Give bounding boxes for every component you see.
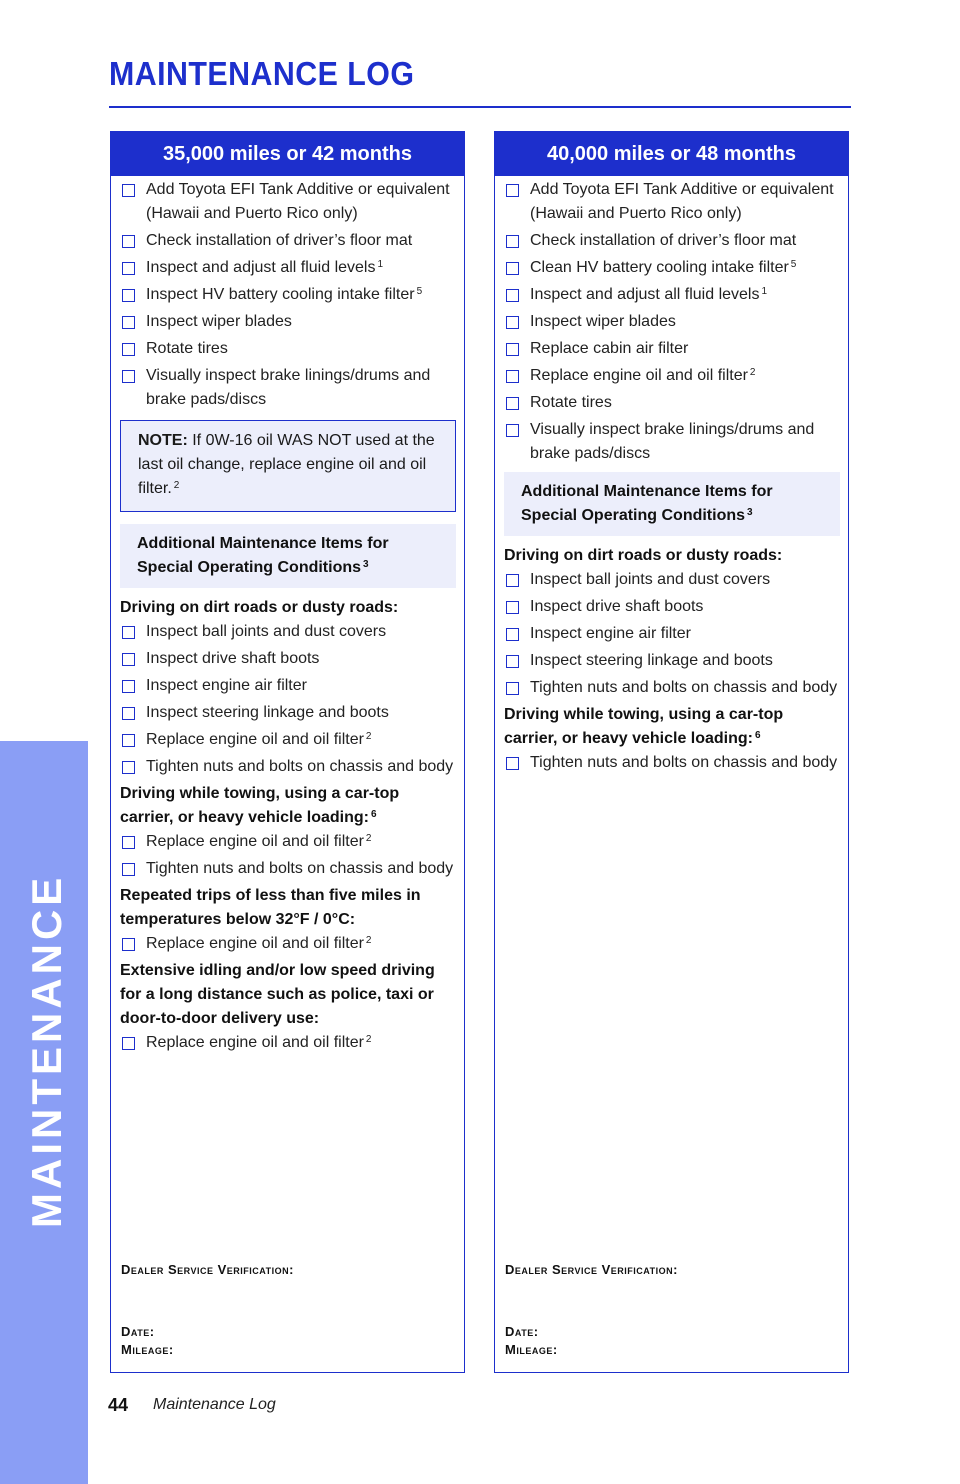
checklist [504,178,840,466]
column-header: 35,000 miles or 42 months [111,132,464,176]
item-label: Inspect engine air filter [530,625,691,642]
checkbox[interactable] [122,761,135,774]
checklist-item-text [146,932,456,956]
checklist-item-text [146,857,456,881]
checklist-item [504,568,840,592]
date-label: Date: [505,1324,539,1339]
condition-heading-text: Extensive idling and/or low speed driving for a long distance such as police, taxi or door-to-door delivery use: [120,962,435,1027]
oil-note-box [120,420,456,512]
condition-heading [504,703,840,751]
item-label: Add Toyota EFI Tank Additive or equivalent (Hawaii and Puerto Rico only) [146,181,450,222]
checkbox[interactable] [506,262,519,275]
item-label: Replace engine oil and oil filter [146,935,364,952]
checklist-item [120,178,456,226]
checklist-item-text [530,568,840,592]
checkbox[interactable] [122,836,135,849]
column-body [111,176,464,1055]
item-label: Clean HV battery cooling intake filter [530,259,789,276]
checklist-item [504,418,840,466]
column-body [495,176,848,775]
interval-40000-column [494,131,849,1373]
item-label: Rotate tires [530,394,612,411]
date-label: Date: [121,1324,155,1339]
item-label: Visually inspect brake linings/drums and brake pads/discs [146,367,431,408]
checklist-item-text [530,178,840,226]
checkbox[interactable] [122,680,135,693]
checklist-item-text [146,701,456,725]
checklist-item [120,701,456,725]
item-label: Inspect wiper blades [146,313,292,330]
item-label: Visually inspect brake linings/drums and brake pads/discs [530,421,815,462]
checklist-item-text [530,676,840,700]
checklist-item [120,337,456,361]
checklist-item [120,256,456,280]
note-footnote: 2 [173,480,180,491]
checklist-item-text [530,751,840,775]
footnote-marker: 6 [371,809,377,820]
checkbox[interactable] [506,184,519,197]
note-label: NOTE: [138,432,188,449]
checkbox[interactable] [122,734,135,747]
checklist-item [120,229,456,253]
condition-heading-text: Driving on dirt roads or dusty roads: [120,599,399,616]
item-label: Inspect steering linkage and boots [146,704,389,721]
checklist-item-text [530,364,840,388]
checklist-item [120,755,456,779]
checklist-item [504,283,840,307]
item-label: Replace cabin air filter [530,340,689,357]
checkbox[interactable] [122,262,135,275]
item-label: Tighten nuts and bolts on chassis and body [530,679,838,696]
checklist-item [120,364,456,412]
checklist-item [120,1031,456,1055]
checklist-item [504,310,840,334]
item-label: Inspect and adjust all fluid levels [530,286,760,303]
additional-items-footnote: 3 [747,507,753,518]
checklist-item [504,178,840,226]
checkbox[interactable] [122,316,135,329]
item-label: Inspect and adjust all fluid levels [146,259,376,276]
checkbox[interactable] [506,682,519,695]
condition-heading-text: Driving while towing, using a car-top carrier, or heavy vehicle loading: [504,706,784,747]
checklist-item-text [146,674,456,698]
item-label: Inspect drive shaft boots [530,598,704,615]
page-title: MAINTENANCE LOG [109,55,415,92]
checklist-item-text [530,256,840,280]
checklist-item-text [530,391,840,415]
footnote-marker: 2 [365,731,372,742]
item-label: Check installation of driver’s floor mat [146,232,413,249]
footer-section-label: Maintenance Log [153,1396,276,1413]
footnote-marker: 6 [755,730,761,741]
checklist-item [504,622,840,646]
checklist-item [120,857,456,881]
checklist-item-text [530,337,840,361]
checkbox[interactable] [122,370,135,383]
footnote-marker: 2 [365,1034,372,1045]
footnote-marker: 5 [416,286,423,297]
footnote-marker: 2 [749,367,756,378]
footnote-marker: 1 [377,259,384,270]
condition-heading [120,782,456,830]
checklist-item [120,647,456,671]
checkbox[interactable] [506,289,519,302]
checklist-item [504,337,840,361]
item-label: Inspect steering linkage and boots [530,652,773,669]
dealer-verification-label: Dealer Service Verification: [121,1262,294,1277]
footnote-marker: 5 [790,259,797,270]
checklist-item-text [530,283,840,307]
mileage-label: Mileage: [121,1342,174,1357]
dealer-verification-label: Dealer Service Verification: [505,1262,678,1277]
checklist-item-text [146,337,456,361]
item-label: Tighten nuts and bolts on chassis and body [146,860,454,877]
checkbox[interactable] [506,235,519,248]
condition-heading [120,596,456,620]
checkbox[interactable] [506,757,519,770]
page-number: 44 [108,1395,129,1415]
checkbox[interactable] [122,863,135,876]
checkbox[interactable] [122,707,135,720]
checklist-item-text [530,595,840,619]
checklist-item [504,595,840,619]
checkbox[interactable] [506,574,519,587]
item-label: Check installation of driver’s floor mat [530,232,797,249]
checkbox[interactable] [506,316,519,329]
checkbox[interactable] [506,370,519,383]
checklist-item-text [146,647,456,671]
footnote-marker: 1 [761,286,768,297]
condition-heading [120,884,456,932]
checklist-item [120,620,456,644]
checkbox[interactable] [122,289,135,302]
interval-35000-column [110,131,465,1373]
checklist-item [120,283,456,307]
checkbox[interactable] [506,397,519,410]
item-label: Tighten nuts and bolts on chassis and body [530,754,838,771]
checkbox[interactable] [506,343,519,356]
condition-heading-text: Driving while towing, using a car-top carrier, or heavy vehicle loading: [120,785,400,826]
checklist-item [120,310,456,334]
condition-groups [504,544,840,775]
item-label: Inspect wiper blades [530,313,676,330]
checkbox[interactable] [506,601,519,614]
checklist-item-text [146,364,456,412]
item-label: Replace engine oil and oil filter [530,367,748,384]
checklist-item-text [146,728,456,752]
item-label: Inspect ball joints and dust covers [146,623,387,640]
checkbox[interactable] [122,343,135,356]
condition-groups [120,596,456,1055]
additional-items-heading [504,472,840,536]
additional-items-footnote: 3 [363,559,369,570]
item-label: Inspect engine air filter [146,677,307,694]
checklist-item-text [146,1031,456,1055]
checklist-item [504,364,840,388]
checklist-item [120,728,456,752]
checkbox[interactable] [122,626,135,639]
item-label: Replace engine oil and oil filter [146,731,364,748]
checklist [120,178,456,412]
item-label: Inspect ball joints and dust covers [530,571,771,588]
title-divider [109,106,851,108]
checklist-item-text [530,310,840,334]
checklist-item [120,830,456,854]
condition-heading-text: Driving on dirt roads or dusty roads: [504,547,783,564]
checkbox[interactable] [506,628,519,641]
checklist-item [504,229,840,253]
item-label: Rotate tires [146,340,228,357]
checklist-item [504,676,840,700]
condition-heading-text: Repeated trips of less than five miles in temperatures below 32°F / 0°C: [120,887,421,928]
checklist-item-text [146,283,456,307]
checkbox[interactable] [506,655,519,668]
checklist-item-text [146,310,456,334]
checkbox[interactable] [122,653,135,666]
checklist-item [120,932,456,956]
item-label: Replace engine oil and oil filter [146,1034,364,1051]
condition-heading [504,544,840,568]
checklist-item-text [146,755,456,779]
column-header: 40,000 miles or 48 months [495,132,848,176]
section-side-tab-label: MAINTENANCE [23,873,70,1228]
checklist-item-text [530,649,840,673]
checklist-item [120,674,456,698]
checklist-item-text [146,256,456,280]
condition-heading [120,959,456,1031]
footnote-marker: 2 [365,935,372,946]
item-label: Inspect drive shaft boots [146,650,320,667]
checklist-item-text [146,178,456,226]
checklist-item-text [530,622,840,646]
item-label: Tighten nuts and bolts on chassis and body [146,758,454,775]
checklist-item-text [146,830,456,854]
checklist-item [504,649,840,673]
checkbox[interactable] [122,184,135,197]
checkbox[interactable] [122,235,135,248]
checklist-item [504,391,840,415]
item-label: Inspect HV battery cooling intake filter [146,286,415,303]
additional-items-heading [120,524,456,588]
checklist-item [504,751,840,775]
checklist-item-text [530,418,840,466]
footnote-marker: 2 [365,833,372,844]
additional-items-text: Additional Maintenance Items for Special Operating Conditions [137,535,389,576]
item-label: Replace engine oil and oil filter [146,833,364,850]
checklist-item-text [146,229,456,253]
checklist-item-text [530,229,840,253]
additional-items-text: Additional Maintenance Items for Special Operating Conditions [521,483,773,524]
checkbox[interactable] [506,424,519,437]
checkbox[interactable] [122,1037,135,1050]
note-text: If 0W-16 oil WAS NOT used at the last oil change, replace engine oil and oil filter. [138,432,435,497]
checklist-item [504,256,840,280]
checklist-item-text [146,620,456,644]
item-label: Add Toyota EFI Tank Additive or equivalent (Hawaii and Puerto Rico only) [530,181,834,222]
checkbox[interactable] [122,938,135,951]
mileage-label: Mileage: [505,1342,558,1357]
